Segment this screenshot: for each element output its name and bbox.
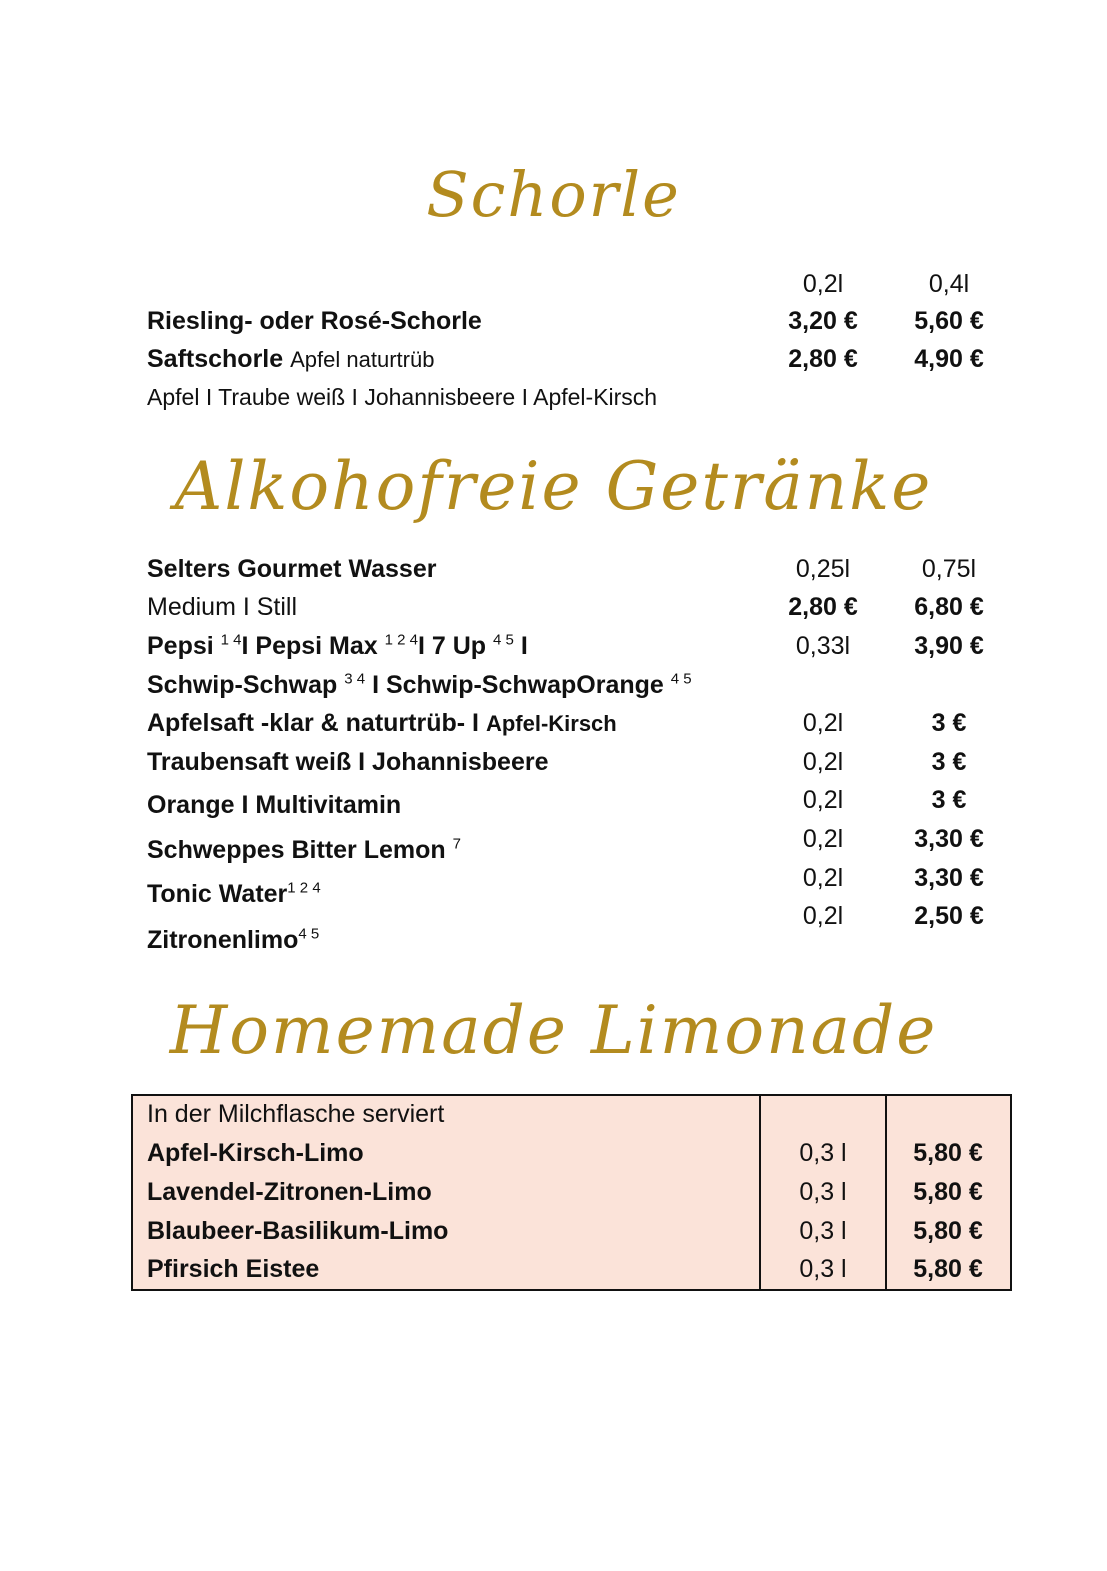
juice-price: 3,30 € bbox=[914, 864, 984, 892]
schorle-item-saftschorle bbox=[147, 345, 434, 374]
juice-price: 3,30 € bbox=[914, 825, 984, 853]
pepsimax-footnote: 1 2 4 bbox=[384, 631, 419, 649]
juice-extra: Apfel-Kirsch bbox=[485, 711, 617, 736]
price-riesling-small: 3,20 € bbox=[788, 307, 858, 335]
item-name: Riesling- oder Rosé-Schorle bbox=[147, 307, 482, 335]
juice-name: Traubensaft weiß I Johannisbeere bbox=[147, 748, 549, 776]
sevenup-label: I 7 Up bbox=[418, 632, 487, 660]
juice-footnote: 7 bbox=[452, 835, 461, 853]
water-name: Selters Gourmet Wasser bbox=[147, 555, 437, 583]
limo-item-name: Apfel-Kirsch-Limo bbox=[147, 1139, 364, 1167]
schorle-flavors-note: Apfel I Traube weiß I Johannisbeere I Apfel-Kirsch bbox=[147, 384, 658, 410]
juice-size: 0,2l bbox=[802, 825, 844, 853]
softdrinks-price: 3,90 € bbox=[914, 632, 984, 660]
juice-size: 0,2l bbox=[802, 786, 844, 814]
limo-item-size: 0,3 l bbox=[799, 1255, 847, 1283]
softdrinks-line-2 bbox=[147, 671, 692, 700]
limo-item-price: 5,80 € bbox=[913, 1178, 983, 1206]
schorle-size-small: 0,2l bbox=[802, 270, 844, 298]
price-saftschorle-small: 2,80 € bbox=[788, 345, 858, 373]
limonade-table bbox=[131, 1094, 1012, 1291]
limo-item-name: Blaubeer-Basilikum-Limo bbox=[147, 1217, 449, 1245]
water-price-small: 2,80 € bbox=[788, 593, 858, 621]
price-saftschorle-large: 4,90 € bbox=[914, 345, 984, 373]
limo-item-name: Lavendel-Zitronen-Limo bbox=[147, 1178, 432, 1206]
item-name: Saftschorle bbox=[147, 345, 284, 373]
sevenup-footnote: 4 5 bbox=[493, 631, 514, 649]
juice-row bbox=[147, 791, 401, 820]
juice-row bbox=[147, 926, 319, 955]
limo-item-price: 5,80 € bbox=[913, 1217, 983, 1245]
juice-row bbox=[147, 709, 617, 738]
juice-name: Orange I Multivitamin bbox=[147, 791, 402, 819]
schwip-label: Schwip-Schwap bbox=[147, 671, 338, 699]
juice-price: 3 € bbox=[931, 748, 967, 776]
juice-size: 0,2l bbox=[802, 709, 844, 737]
water-price-large: 6,80 € bbox=[914, 593, 984, 621]
pepsi-footnote: 1 4 bbox=[220, 631, 242, 649]
juice-footnote: 1 2 4 bbox=[287, 879, 321, 897]
limonade-intro: In der Milchflasche serviert bbox=[147, 1100, 445, 1128]
limo-item-size: 0,3 l bbox=[799, 1139, 847, 1167]
juice-size: 0,2l bbox=[802, 864, 844, 892]
schorle-size-large: 0,4l bbox=[928, 270, 970, 298]
water-size-small: 0,25l bbox=[795, 555, 851, 583]
pepsimax-label: I Pepsi Max bbox=[241, 632, 378, 660]
juice-name: Zitronenlimo bbox=[147, 926, 299, 954]
limo-item-price: 5,80 € bbox=[913, 1255, 983, 1283]
juice-name: Tonic Water bbox=[147, 880, 288, 908]
juice-row bbox=[147, 880, 321, 909]
limo-item-size: 0,3 l bbox=[799, 1217, 847, 1245]
juice-row bbox=[147, 748, 549, 777]
schwip-orange-footnote: 4 5 bbox=[670, 670, 692, 688]
price-riesling-large: 5,60 € bbox=[914, 307, 984, 335]
item-detail: Apfel naturtrüb bbox=[290, 347, 435, 372]
juice-name: Schweppes Bitter Lemon bbox=[147, 836, 446, 864]
alkoholfrei-heading: Alkohofreie Getränke bbox=[174, 448, 933, 525]
softdrinks-line-1 bbox=[147, 632, 528, 661]
juice-size: 0,2l bbox=[802, 748, 844, 776]
water-variant: Medium I Still bbox=[147, 593, 298, 621]
juice-price: 2,50 € bbox=[914, 902, 984, 930]
water-size-large: 0,75l bbox=[921, 555, 977, 583]
juice-row bbox=[147, 836, 461, 865]
juice-name: Apfelsaft -klar & naturtrüb- I bbox=[147, 709, 479, 737]
schwip-orange-label: I Schwip-SchwapOrange bbox=[372, 671, 664, 699]
softdrinks-size: 0,33l bbox=[795, 632, 851, 660]
limo-item-price: 5,80 € bbox=[913, 1139, 983, 1167]
separator: I bbox=[520, 632, 528, 660]
limo-item-size: 0,3 l bbox=[799, 1178, 847, 1206]
schwip-footnote: 3 4 bbox=[344, 670, 366, 688]
pepsi-label: Pepsi bbox=[147, 632, 214, 660]
schorle-heading: Schorle bbox=[426, 158, 681, 231]
juice-price: 3 € bbox=[931, 786, 967, 814]
juice-size: 0,2l bbox=[802, 902, 844, 930]
limo-item-name: Pfirsich Eistee bbox=[147, 1255, 320, 1283]
schorle-item-riesling bbox=[147, 307, 482, 336]
juice-price: 3 € bbox=[931, 709, 967, 737]
juice-footnote: 4 5 bbox=[298, 925, 320, 943]
limonade-heading: Homemade Limonade bbox=[169, 992, 938, 1069]
